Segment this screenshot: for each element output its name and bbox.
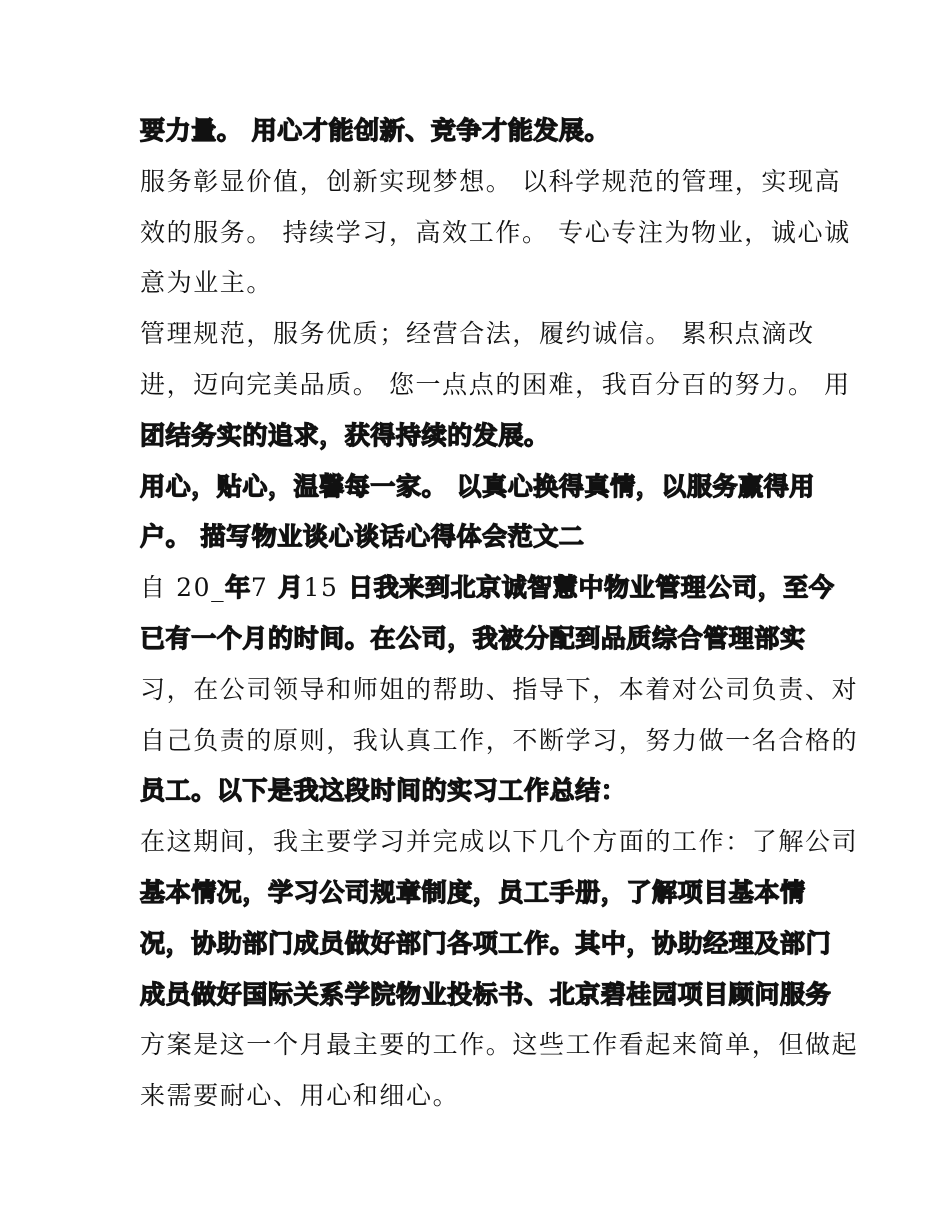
paragraph-line	[140, 766, 830, 817]
paragraph-line	[140, 512, 830, 563]
paragraph-line	[140, 614, 830, 665]
paragraph-line	[140, 411, 830, 462]
body-text: 方案是这一个月最主要的工作。这些工作看起来简单，但做起	[140, 1030, 859, 1060]
outlined-text: 年	[225, 573, 251, 603]
body-text: 7	[250, 573, 278, 603]
body-text: 进，迈向完美品质。 您一点点的困难，我百分百的努力。 用	[140, 369, 851, 399]
paragraph-line	[140, 157, 842, 208]
body-text: 意为业主。	[140, 268, 274, 298]
body-text: 效的服务。 持续学习，高效工作。 专心专注为物业，诚心诚	[140, 217, 851, 247]
paragraph-line	[140, 258, 830, 309]
paragraph-line	[140, 309, 830, 360]
paragraph-line	[140, 665, 859, 716]
document-page	[140, 106, 859, 1122]
paragraph-line	[140, 106, 830, 157]
paragraph-line	[140, 716, 859, 767]
paragraph-line	[140, 563, 835, 614]
outlined-text: 月	[277, 573, 304, 603]
body-text: 在这期间，我主要学习并完成以下几个方面的工作：了解公司	[140, 827, 859, 857]
body-text: 习，在公司领导和师姐的帮助、指导下，本着对公司负责、对	[140, 674, 859, 704]
body-text: 自己负责的原则，我认真工作，不断学习，努力做一名合格的	[140, 725, 859, 755]
paragraph-line	[140, 817, 859, 868]
body-text: 来需要耐心、用心和细心。	[140, 1081, 460, 1111]
outlined-text: 要力量。 用心才能创新、竞争才能发展。	[140, 116, 611, 145]
outlined-text: 基本情况，学习公司规章制度，员工手册，了解项目基本情	[140, 877, 806, 907]
outlined-text: 团结务实的追求，获得持续的发展。	[140, 420, 550, 450]
body-text: 管理规范，服务优质；经营合法，履约诚信。 累积点滴改	[140, 319, 815, 349]
outlined-text: 员工。以下是我这段时间的实习工作总结：	[140, 776, 627, 806]
paragraph-line	[140, 970, 830, 1021]
outlined-text: 日我来到北京诚智慧中物业管理公司，至今	[348, 573, 835, 603]
paragraph-line	[140, 1020, 859, 1071]
paragraph-line	[140, 208, 851, 259]
outlined-text: 成员做好国际关系学院物业投标书、北京碧桂园项目顾问服务	[140, 979, 832, 1009]
outlined-text: 用心，贴心，温馨每一家。 以真心换得真情，以服务赢得用	[140, 471, 815, 501]
body-text: 15	[303, 573, 349, 603]
section-heading: 户。 描写物业谈心谈话心得体会范文二	[140, 522, 585, 552]
outlined-text: 况，协助部门成员做好部门各项工作。其中，协助经理及部门	[140, 928, 832, 958]
paragraph-line	[140, 1071, 830, 1122]
outlined-text: 已有一个月的时间。在公司，我被分配到品质综合管理部实	[140, 623, 806, 653]
body-text: 服务彰显价值，创新实现梦想。 以科学规范的管理，实现高	[140, 166, 842, 196]
body-text: 自 20_	[140, 573, 226, 603]
paragraph-line	[140, 462, 830, 513]
paragraph-line	[140, 919, 830, 970]
paragraph-line	[140, 360, 851, 411]
paragraph-line	[140, 868, 830, 919]
